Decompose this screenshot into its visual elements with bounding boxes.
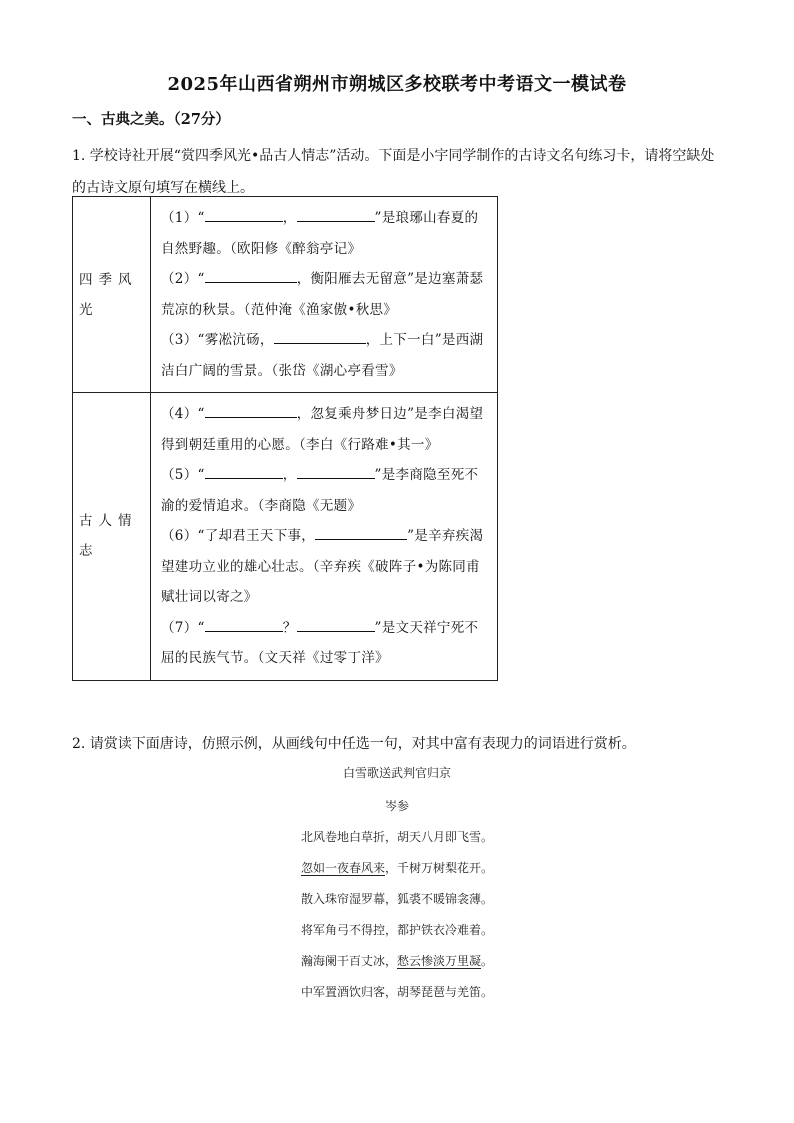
card-item [161, 264, 489, 325]
item-suffix: ，上下一白”是西湖洁白广阔的雪景。（张岱《湖心亭看雪》 [161, 332, 484, 379]
poem-line-text: 散入珠帘湿罗幕，狐裘不暖锦衾薄。 [300, 892, 493, 906]
section-heading: 一、古典之美。（27分） [72, 111, 230, 128]
card-item [161, 203, 489, 264]
answer-blank[interactable] [297, 205, 375, 222]
question-1-text: 1. 学校诗社开展“赏四季风光•品古人情志”活动。下面是小宇同学制作的古诗文名句练习卡，请将空缺处的古诗文原句填写在横线上。 [72, 148, 715, 196]
item-prefix: （7）“ [161, 619, 205, 636]
poem-title: 白雪歌送武判官归京 [342, 766, 451, 780]
answer-blank[interactable] [274, 327, 366, 344]
item-suffix: ”是文天祥宁死不屈的民族气节。（文天祥《过零丁洋》 [161, 619, 479, 666]
item-suffix: ”是李商隐至死不渝的爱情追求。（李商隐《无题》 [161, 467, 479, 514]
card-items [151, 393, 498, 681]
item-separator: ， [282, 467, 297, 483]
underlined-phrase: 愁云惨淡万里凝 [396, 954, 481, 968]
item-prefix: （1）“ [161, 210, 205, 226]
item-separator: ？ [282, 619, 297, 636]
item-prefix: （2）“ [161, 271, 205, 287]
page-title: 2025年山西省朔州市朔城区多校联考中考语文一模试卷 [167, 74, 627, 95]
question-2-text: 2. 请赏读下面唐诗，仿照示例，从画线句中任选一句，对其中富有表现力的词语进行赏析。 [72, 736, 636, 752]
poem-line [0, 983, 794, 1000]
poem-line-text: ，千树万树梨花开。 [385, 861, 494, 875]
answer-blank[interactable] [205, 401, 297, 418]
poem-line [0, 890, 794, 907]
poem-line [0, 952, 794, 969]
item-separator: ， [282, 210, 297, 226]
poem-line [0, 921, 794, 938]
card-category: 四季风光 [73, 197, 151, 393]
item-suffix: ，衡阳雁去无留意”是边塞萧瑟荒凉的秋景。（范仲淹《渔家傲•秋思》 [161, 271, 484, 318]
item-suffix: ，忽复乘舟梦日边”是李白渴望得到朝廷重用的心愿。（李白《行路难•其一》 [161, 406, 484, 453]
poem-line-text: 将军角弓不得控，都护铁衣冷难着。 [300, 923, 493, 937]
answer-blank[interactable] [205, 205, 283, 222]
card-group-row [73, 197, 498, 393]
practice-card-table [72, 196, 498, 681]
item-prefix: （5）“ [161, 467, 205, 483]
answer-blank[interactable] [205, 266, 297, 283]
poem-line [0, 828, 794, 845]
answer-blank[interactable] [315, 523, 407, 540]
poem-line-text: 瀚海阑干百丈冰， [300, 954, 397, 968]
poem-line-text: 北风卷地白草折，胡天八月即飞雪。 [300, 830, 493, 844]
underlined-phrase: 忽如一夜春风来 [300, 861, 385, 875]
card-category: 古人情志 [73, 393, 151, 681]
item-prefix: （4）“ [161, 406, 205, 422]
card-item [161, 613, 489, 674]
item-suffix: ”是辛弃疾渴望建功立业的雄心壮志。（辛弃疾《破阵子•为陈同甫赋壮词以寄之》 [161, 528, 484, 605]
card-item [161, 460, 489, 521]
item-prefix: （3）“雾凇沆砀， [161, 332, 274, 348]
card-item [161, 325, 489, 386]
card-items [151, 197, 498, 393]
answer-blank[interactable] [297, 462, 375, 479]
poem-line-text: 中军置酒饮归客，胡琴琵琶与羌笛。 [300, 985, 493, 999]
item-prefix: （6）“了却君王天下事， [161, 528, 316, 544]
answer-blank[interactable] [205, 462, 283, 479]
answer-blank[interactable] [297, 615, 375, 632]
card-item [161, 399, 489, 460]
answer-blank[interactable] [205, 615, 283, 632]
poem-line-text: 。 [481, 954, 494, 968]
card-group-row [73, 393, 498, 681]
card-item [161, 521, 489, 613]
poem-author: 岑参 [384, 799, 409, 813]
poem-line [0, 859, 794, 876]
item-suffix: ”是琅琊山春夏的自然野趣。（欧阳修《醉翁亭记》 [161, 210, 479, 257]
